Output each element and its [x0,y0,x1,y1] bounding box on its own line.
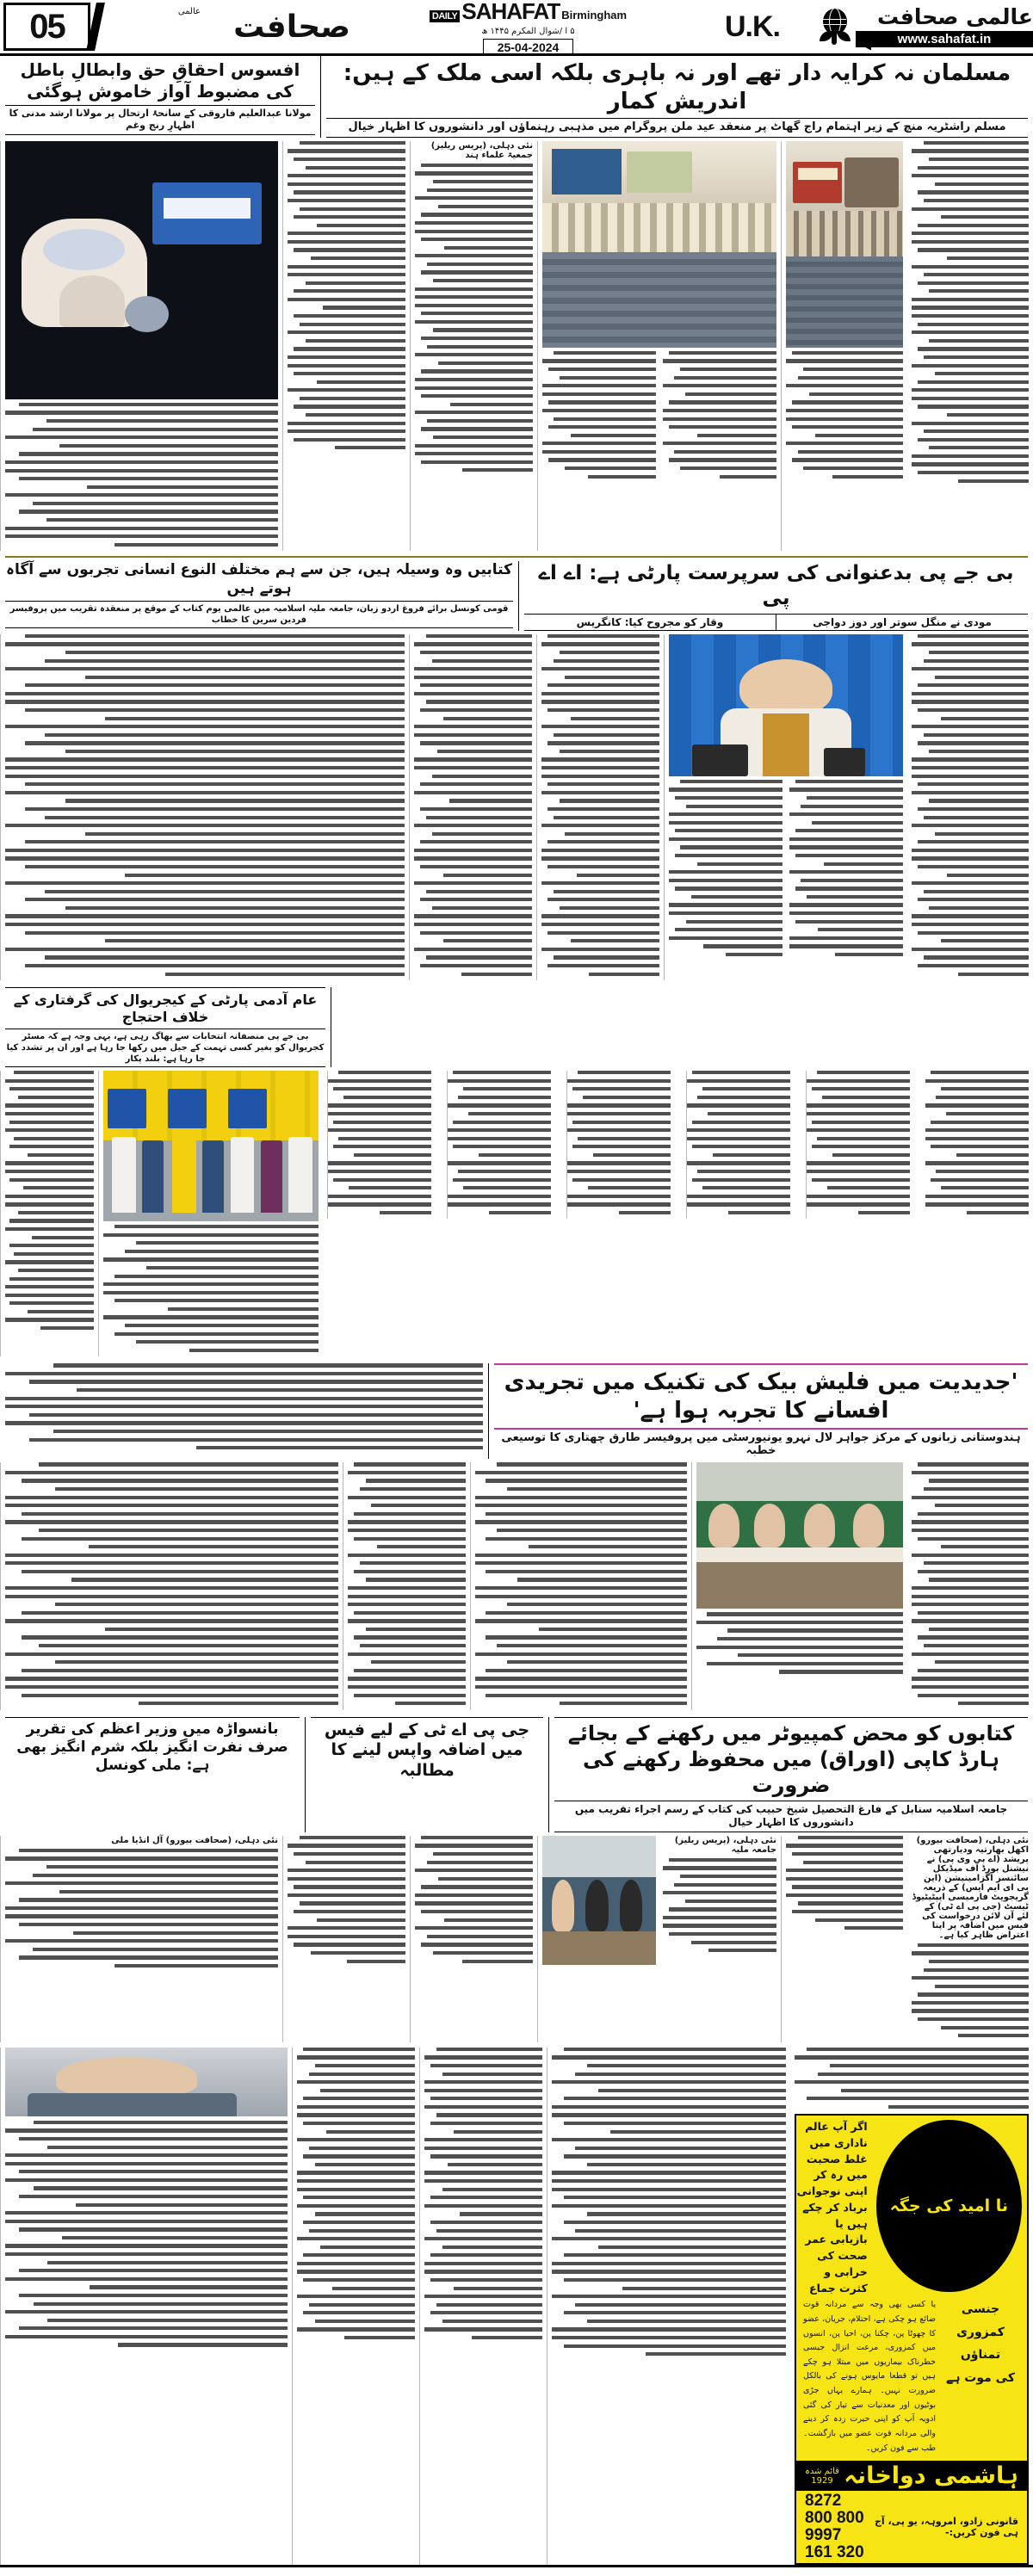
ad-keyword-1: تمناؤں [960,2348,1001,2363]
body-text [5,634,405,976]
story-aap-doctor-subhead: بی جے پی منصفانہ انتخابات سے بھاگ رہی ہے، یہی وجہ ہے کہ مسٹر کجریوال کو بغیر کسی تہمت کے جیل میں رکھا جا رہا ہے اور ان پر تشدد کیا جا رہا ہے: بلند پکار [5,1029,325,1067]
story-center-top-headline: مسلمان نہ کرایہ دار تھے اور نہ باہری بلکہ اسی ملک کے ہیں: اندریش کمار [343,60,1011,114]
col-fb-3 [470,1462,691,1709]
body-text [912,1943,1029,2038]
body-text [925,1071,1029,1219]
body-text [795,2048,1029,2109]
story-center-top [321,56,1033,138]
advertisement-hashmi-dawakhana[interactable] [795,2114,1029,2565]
col-bjp-photo [664,634,907,980]
body-text [786,351,903,479]
photo-aap-press-conference-spokesperson [669,634,903,776]
masthead [0,0,1033,56]
story-banswara-dateline: نئی دہلی، (صحافت بیورو) آل انڈیا ملی [111,1835,278,1845]
body-text [288,141,405,450]
photo-eid-milan-stage [542,141,776,348]
story-flashback-headline: 'جدیدیت میں فلیش بیک کی تکنیک میں تجریدی افسانے کا تجربہ ہوا ہے' [504,1369,1018,1424]
story-books-computer-dateline: نئی دہلی، (پریس ریلیز) جامعہ ملیہ [674,1835,776,1855]
ad-phone-1[interactable]: 8272 800 800 [805,2492,864,2528]
story-flashback [489,1363,1033,1459]
story-bjp-sub-left: وقار کو مجروح کیا: کانگریس [576,615,724,628]
col-spacer-right [323,1071,1033,1356]
story-left-top [0,56,321,138]
page-number: 05 [3,3,90,51]
masthead-title [430,0,627,25]
body-text [669,780,782,961]
body-text [297,2048,415,2339]
body-text [541,634,659,976]
story-books-headline: کتابیں وہ وسیلہ ہیں، جن سے ہم مختلف النوع انسانی تجربوں سے آگاہ ہوتے ہیں [6,561,512,597]
ad-brand-name: ہاشمی دواخانہ [844,2462,1018,2490]
photo-eid-milan-raj-ghat-audience [786,141,903,348]
body-text [806,1071,917,1219]
col-tail-3 [292,2048,419,2565]
body-text [5,1071,94,1330]
story-aap-doctor-headline: عام آدمی پارٹی کے کیجریوال کی گرفتاری کے خلاف احتجاج [13,991,318,1026]
ad-keywords [941,2298,1020,2456]
body-text [415,164,533,473]
story-books-computer [549,1717,1033,1832]
body-text [5,1849,278,1968]
ad-address: قانونی زادو، امروہہ، یو پی، آج ہی فون کریں:- [874,2516,1018,2539]
body-text [786,1836,903,1930]
ad-brand-bar [796,2461,1027,2491]
body-text [663,1836,776,1965]
story-banswara-headline: بانسواڑہ میں وزیر اعظم کی تقریر صرف نفرت انگیز بلکہ شرم انگیز بھی ہے: ملی کونسل [16,1720,288,1775]
body-text [542,351,656,483]
story-bjp-sub-right: مودی نے منگل سوتر اور دوز دواجی [776,615,1028,630]
ad-oval-badge: نا امید کی جگہ [876,2120,1022,2292]
col-gpat-1 [907,1836,1033,2042]
col-text-l2 [282,141,410,551]
story-gpat [306,1717,549,1832]
masthead-daily-label: DAILY [430,10,461,22]
col-tail-2 [419,2048,547,2565]
story-left-top-headline: افسوس احقاقِ حق وابطالِ باطل کی مضبوط آواز خاموش ہوگئی [20,59,300,102]
col-gpat-2 [781,1836,907,2042]
body-text [789,780,903,961]
col-bc-2 [410,1836,537,2042]
masthead-website[interactable]: www.sahafat.in [856,31,1033,47]
photo-jnu-lecture-panel-table [696,1462,903,1609]
col-fb-photo [691,1462,907,1709]
col-photo-center [537,141,781,551]
col-aap-text [0,1071,98,1356]
body-text [415,1836,533,1963]
body-text [348,1462,466,1705]
ad-body-text: یا کسی بھی وجہ سے مردانہ قوت ضائع ہو چکی ہے، احتلام، جریان، عضو کا چھوٹا پن، چکنا پن، احیا پن، انسوں میں کمزوری، مرعت انزال جیسی خطرناک بیماریوں میں مبتلا ہو چکے ہیں تو قطعا مایوس ہونے کی بالکل ضرورت نہیں۔ ہمارے یہاں جڑی بوٹیوں اور معدنیات سے تیار کی گئی ادویہ آپ کو اپنی حیرت زدہ کر دینے والی مردانہ قوت عضو میں بازگشت۔ طب سے فون کریں۔ [803,2300,936,2453]
body-text [566,1071,677,1219]
body-text [696,1612,903,1673]
page-footer-rule [0,2565,1033,2576]
body-text [912,1462,1029,1705]
ad-headline [796,2116,871,2296]
col-aap-photo [98,1071,323,1356]
body-text [5,403,278,547]
story-bjp-headline: بی جے پی بدعنوانی کی سرپرست پارٹی ہے: اے اے پی [538,562,1014,610]
story-aap-doctor [0,987,331,1067]
masthead-region: U.K. [725,9,780,43]
body-text [686,1071,797,1219]
body-text [327,1071,438,1219]
story-center-top-subhead: مسلم راشٹریہ منچ کے زیر اہتمام راج گھاٹ پر منعقد عید ملن پروگرام میں مذہبی رہنماؤں اور دانشوروں کا اظہار خیال [326,118,1028,138]
ad-established-year: 1929 [811,2475,833,2486]
col-bw-4 [0,1836,282,2042]
masthead-hijri-date: ۵ ا /شوال المکرم ۱۴۴۵ ھ [481,26,575,36]
ad-established-label: قائم شدہ [805,2466,839,2476]
masthead-center [364,0,692,53]
body-text [414,634,532,976]
masthead-urdu-logo-small: عالمی [177,7,201,16]
body-text [5,1363,483,1449]
col-books-2 [409,634,536,980]
masthead-city: Birmingham [561,8,628,22]
ad-headline-line2: برباد کر چکے ہیں یا بازیابی عمر صحت کی خرابی و کثرت جماع [802,2200,868,2295]
body-text [5,1462,338,1705]
photo-syed-arshad-madani-stage [5,141,278,399]
photo-protest-vote-se-chot-banners [103,1071,319,1221]
masthead-date: 25-04-2024 [483,39,574,56]
ad-body [796,2296,1027,2461]
col-tail-1 [547,2048,790,2565]
col-bw-2 [0,1462,343,1709]
photo-book-launch-panel-group [542,1836,656,1965]
col-tail-4 [0,2048,292,2565]
photo-small-portrait [5,2048,288,2116]
col-fb-1 [907,1462,1033,1709]
masthead-brand-right [813,0,1033,53]
body-text [103,1225,319,1352]
story-books-subhead: قومی کونسل برائے فروغ اردو زبان، جامعہ ملیہ اسلامیہ میں عالمی یوم کتاب کے موقع پر منعقدہ تقریب میں پروفیسر فردین سرین کا خطاب [5,601,513,628]
masthead-alami-sahafat: عالمی صحافت [876,4,1033,29]
ad-keyword-2: کی موت ہے [946,2371,1015,2386]
ad-phone-2[interactable]: 9997 161 320 [805,2526,864,2561]
col-text-r1 [907,141,1033,551]
body-text [447,1071,558,1219]
col-books-3 [0,634,409,980]
ad-headline-line1: اگر آپ عالم ناداری میں غلط صحبت میں رہ کر اپنی نوجوانی [796,2120,868,2198]
col-text-l1 [410,141,537,551]
body-text [5,2121,288,2347]
col-text-r2 [781,141,907,551]
story-banswara [0,1717,306,1832]
col-ad-zone [790,2048,1033,2565]
masthead-urdu-logo [92,0,364,53]
col-bjp-1 [907,634,1033,980]
body-text [663,351,776,483]
col-bc-photo [537,1836,781,2042]
ad-phone-numbers[interactable] [805,2493,871,2561]
story-flashback-subhead: ہندوستانی زبانوں کے مرکز جواہر لال نہرو یونیورسٹی میں پروفیسر طارق چھتاری کا توسیعی خطبہ [501,1431,1021,1458]
body-text [912,634,1029,976]
story-books [0,561,519,631]
body-text [912,141,1029,483]
body-text [552,2048,786,2357]
col-photo-left [0,141,282,551]
story-gpat-headline: جی پی اے ٹی کے لیے فیس میں اضافہ واپس لینے کا مطالبہ [324,1720,530,1781]
masthead-urdu-logo-main: صحافت [233,9,350,45]
story-bjp [519,561,1033,631]
masthead-right-text [856,6,1033,47]
masthead-paper-name: SAHAFAT [461,0,560,24]
col-bw-3 [282,1836,410,2042]
col-bw-1 [343,1462,470,1709]
ad-contact-bar[interactable] [796,2491,1027,2563]
story-left-top-subhead: مولانا عبدالعلیم فاروقی کے سانحۂ ارتحال پر مولانا ارشد مدنی کا اظہارِ رنج وغم [5,105,315,135]
body-text [288,1836,405,1963]
ad-established [805,2467,839,2486]
story-left-top-dateline: نئی دہلی، (پریس ریلیز) جمعیۃ علماء ہند [430,140,533,160]
ad-keyword-0: جنسی کمزوری [956,2302,1005,2339]
body-text [424,2048,542,2339]
ad-header [796,2116,1027,2296]
story-books-computer-headline: کتابوں کو محض کمپیوٹر میں رکھنے کے بجائے ہارڈ کاپی (اوراق) میں محفوظ رکھنے کی ضرورت [567,1720,1015,1797]
story-gpat-dateline: نئی دہلی، (صحافت بیورو) اکھل بھارتیہ ودیارتھی پریشد (اے بی وی پی) نے نیشنل بورڈ آف میڈیکل سائنسز اگزامینیشن (این بی ای ایم ایس) کے ذریعہ گریجویٹ فارمیسی ایپٹیٹیوڈ ٹیسٹ (جی پی اے ٹی) کے لئے آن لائن درخواست کی فیس میں اضافہ پر اپنا اعتراض ظاہر کیا ہے۔ [912,1835,1029,1940]
story-banswara-head [0,1363,489,1459]
col-books-1 [536,634,664,980]
story-books-computer-subhead: جامعہ اسلامیہ سنابل کے فارغ التحصیل شیخ حبیب کی کتاب کے رسم اجراء تقریب میں دانشوروں کا اظہار خیال [554,1801,1028,1832]
globe-tulip-icon [818,7,852,46]
body-text [475,1462,687,1705]
